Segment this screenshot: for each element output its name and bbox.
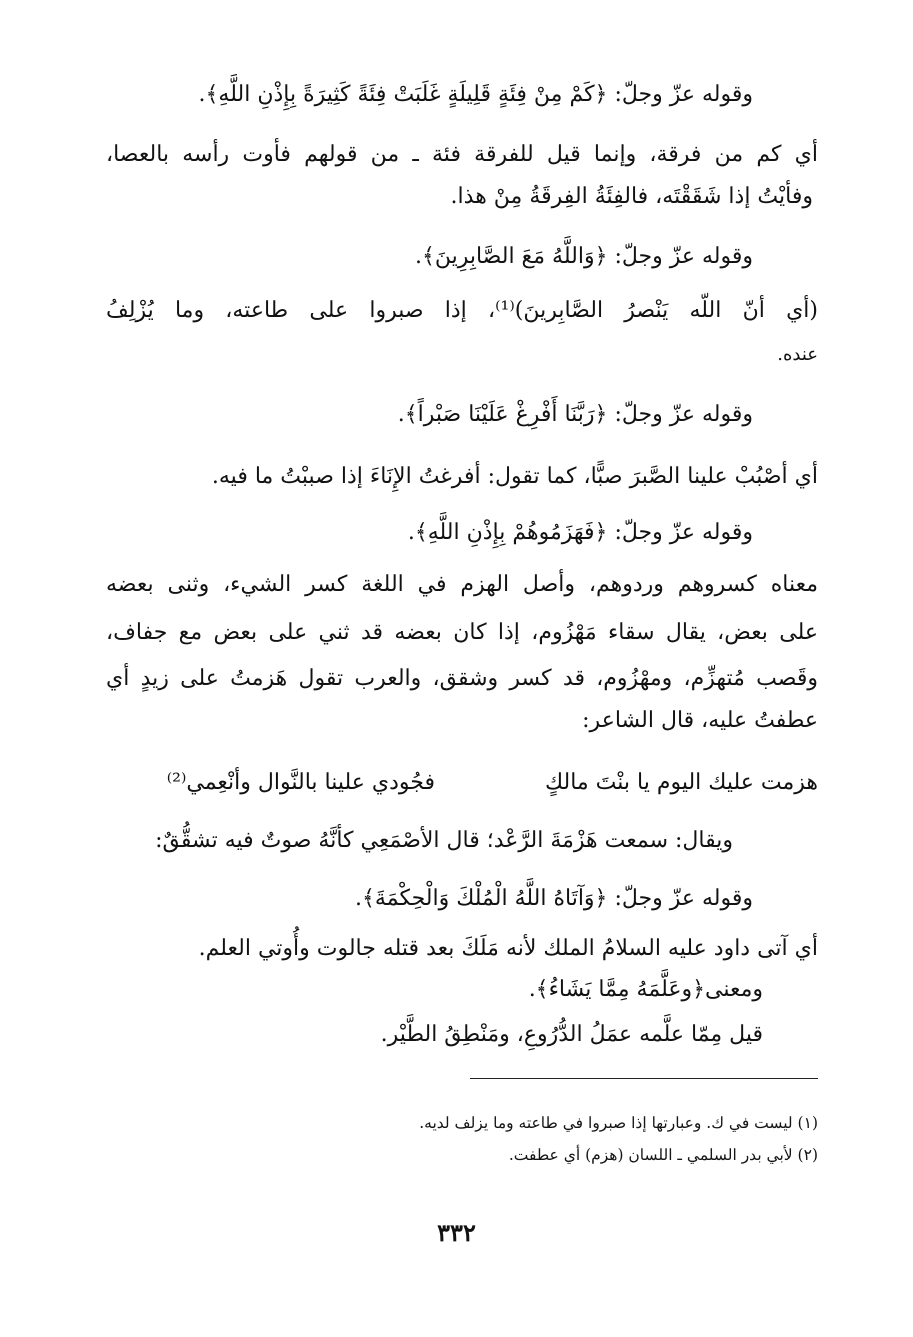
text-line: معناه كسروهم وردوهم، وأصل الهزم في اللغة كسر الشيء، وثنى بعضه xyxy=(106,572,818,597)
text-line: وقوله عزّ وجلّ: ﴿رَبَّنَا أَفْرِغْ عَلَيْنَا صَبْراً﴾. xyxy=(397,402,753,427)
text-line: عنده. xyxy=(777,344,818,365)
page-number: ٣٣٢ xyxy=(437,1218,476,1247)
text-line: أي آتى داود عليه السلامُ الملك لأنه مَلَكَ بعد قتله جالوت وأُوتي العلم. xyxy=(198,936,818,961)
text-line: أي كم من فرقة، وإنما قيل للفرقة فئة ـ من قولهم فأوت رأسه بالعصا، xyxy=(106,142,818,167)
text-line: وقوله عزّ وجلّ: ﴿فَهَزَمُوهُمْ بِإِذْنِ اللَّهِ﴾. xyxy=(407,520,753,545)
text-line: على بعض، يقال سقاء مَهْزُوم، إذا كان بعضه قد ثني على بعض مع جفاف، xyxy=(106,620,818,645)
text-line: عطفتُ عليه، قال الشاعر: xyxy=(582,708,818,733)
text-line: وقوله عزّ وجلّ: ﴿وَآتَاهُ اللَّهُ الْمُلْكَ وَالْحِكْمَةَ﴾. xyxy=(355,886,753,911)
poem-verse-first-hemistich: هزمت عليك اليوم يا بنْتَ مالكٍ xyxy=(544,770,818,795)
text-line: وقوله عزّ وجلّ: ﴿وَاللَّهُ مَعَ الصَّابِرِينَ﴾. xyxy=(414,244,753,269)
text-line: وفأيْتُ إذا شَقَقْتَه، فالفِئَةُ الفِرقَةُ مِنْ هذا. xyxy=(450,184,813,209)
text-line: قيل مِمّا علَّمه عمَلُ الدُّرُوعِ، ومَنْطِقُ الطَّيْر. xyxy=(380,1022,763,1047)
text-line: ومعنى﴿وعَلَّمَهُ مِمَّا يَشَاءُ﴾. xyxy=(528,977,763,1002)
footnote-divider xyxy=(470,1078,818,1079)
footnote: (٢) لأبي بدر السلمي ـ اللسان (هزم) أي عطفت. xyxy=(508,1146,818,1164)
text-line: (أي أنّ اللّه يَنْصرُ الصَّابِرينَ)⁽¹⁾، إذا صبروا على طاعته، وما يُزْلِفُ xyxy=(106,298,818,323)
footnote: (١) ليست في ك. وعبارتها إذا صبروا في طاعته وما يزلف لديه. xyxy=(419,1114,818,1132)
text-line: وقوله عزّ وجلّ: ﴿كَمْ مِنْ فِئَةٍ قَلِيلَةٍ غَلَبَتْ فِئَةً كَثِيرَةً بِإِذْنِ اللَّهِ﴾. xyxy=(198,82,753,107)
text-line: أي أصْبُبْ علينا الصَّبرَ صبًّا، كما تقول: أفرغتُ الإِنَاءَ إذا صببْتُ ما فيه. xyxy=(211,464,818,489)
text-line: وقَصب مُتهزِّم، ومهْزُوم، قد كسر وشقق، والعرب تقول هَزمتُ على زيدٍ أي xyxy=(106,666,818,691)
poem-verse-second-hemistich: فجُودي علينا بالنَّوال وأنْعِمي⁽²⁾ xyxy=(166,770,435,795)
text-line: ويقال: سمعت هَزْمَةَ الرَّعْد؛ قال الأصْمَعِي كأنَّهُ صوتٌ فيه تشقُّقٌ: xyxy=(155,828,733,853)
